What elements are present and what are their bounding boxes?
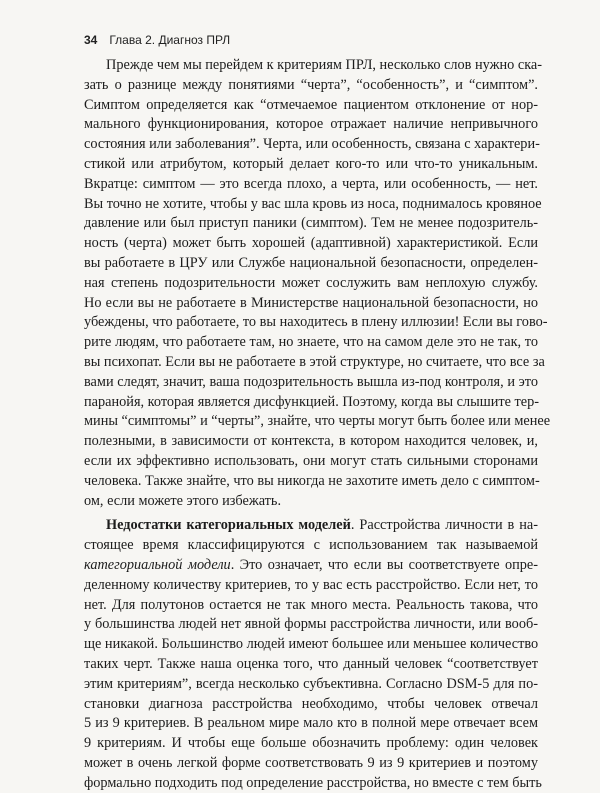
text-line: ность (черта) может быть хорошей (адаптивной) характеристикой. Если	[84, 235, 538, 252]
paragraph-categorical-models	[84, 516, 542, 793]
text-line: человека. Также знайте, что вы никогда не захотите иметь дело с симптом-	[84, 472, 540, 489]
text-line: ом, если можете этого избежать.	[84, 492, 282, 509]
text-line: стикой или атрибутом, который делает кого-то или что-то уникальным.	[84, 155, 538, 172]
text-line: 9 критериям. И чтобы еще больше обозначить проблему: один человек	[84, 735, 538, 752]
text-line: мального функционирования, которое отражает наличие непривычного	[84, 116, 538, 133]
section-lead: Недостатки категориальных моделей	[106, 517, 351, 534]
text-line: вами следят, значит, ваша подозрительность вышла из-под контроля, и это	[84, 373, 538, 390]
text-line: 5 из 9 критериев. В реальном мире мало кто в полной мере отвечает всем	[84, 715, 538, 732]
text-line: таких черт. Также наша оценка того, что данный человек “соответствует	[84, 655, 538, 672]
text-line: может в очень легкой форме соответствовать 9 из 9 критериев и поэтому	[84, 754, 538, 771]
text-line: рите людям, что работаете там, но знаете, что на самом деле это не так, то	[84, 334, 538, 351]
text-line: вы работаете в ЦРУ или Службе национальной безопасности, определен-	[84, 254, 538, 271]
text-line: мины “симптомы” и “черты”, знайте, что черты могут быть более или менее	[84, 413, 551, 430]
text-line: категориальной модели. Это означает, что если вы соответствуете опре-	[84, 556, 538, 573]
emphasis-term: категориальной модели	[84, 556, 231, 573]
body-text	[84, 56, 551, 793]
text-line: формально подходить под определение расстройства, но вместе с тем быть	[84, 774, 542, 791]
text-line: если их эффективно использовать, они могут стать сильными сторонами	[84, 452, 538, 469]
text-line: этим критериям”, всегда несколько субъективна. Согласно DSM-5 для по-	[84, 675, 538, 692]
page-number: 34	[84, 33, 98, 47]
text-line: Симптом определяется как “отмечаемое пациентом отклонение от нор-	[84, 96, 538, 113]
text-line: Но если вы не работаете в Министерстве национальной безопасности, но	[84, 294, 538, 311]
text-line: зать о разнице между понятиями “черта”, “особенность”, и “симптом”.	[84, 76, 538, 93]
text-line: давление или был приступ паники (симптом). Тем не менее подозритель-	[84, 215, 538, 232]
text-line: нет. Для полутонов остается не так много места. Реальность такова, что	[84, 596, 538, 613]
text-line: Недостатки категориальных моделей. Расстройства личности в на-	[106, 517, 538, 534]
text-line: Вы точно не хотите, чтобы у вас шла кровь из носа, поднималось кровяное	[84, 195, 542, 212]
text-line: деленному количеству критериев, то у вас есть расстройство. Если нет, то	[84, 576, 538, 593]
text-line: Вкратце: симптом — это всегда плохо, а черта, или особенность, — нет.	[84, 175, 538, 192]
page-header	[84, 33, 230, 47]
text-line: состояния или заболевания”. Черта, или особенность, связана с характери-	[84, 136, 540, 153]
text-line: ще никакой. Большинство людей имеют большее или меньшее количество	[84, 636, 539, 653]
text-line: полезными, в зависимости от контекста, в котором находится человек, и,	[84, 433, 538, 450]
chapter-title: Глава 2. Диагноз ПРЛ	[109, 33, 231, 47]
paragraph-traits-vs-symptoms	[84, 56, 551, 511]
text-line: ная степень подозрительности может сослужить вам неплохую службу.	[84, 274, 538, 291]
text-line: паранойя, которая является дисфункцией. Поэтому, когда вы слышите тер-	[84, 393, 540, 410]
text-line: Прежде чем мы перейдем к критериям ПРЛ, несколько слов нужно ска-	[106, 57, 543, 73]
text-line: стоящее время классифицируются с использованием так называемой	[84, 537, 538, 554]
text-line: у большинства людей нет явной формы расстройства личности, или вооб-	[84, 616, 538, 633]
text-line: убеждены, что работаете, то вы находитесь в плену иллюзии! Если вы гово-	[84, 314, 548, 331]
text-line: вы психопат. Если вы не работаете в этой структуре, но считаете, что все за	[84, 353, 545, 370]
text-line: становки диагноза расстройства необходимо, чтобы человек отвечал	[84, 695, 538, 712]
